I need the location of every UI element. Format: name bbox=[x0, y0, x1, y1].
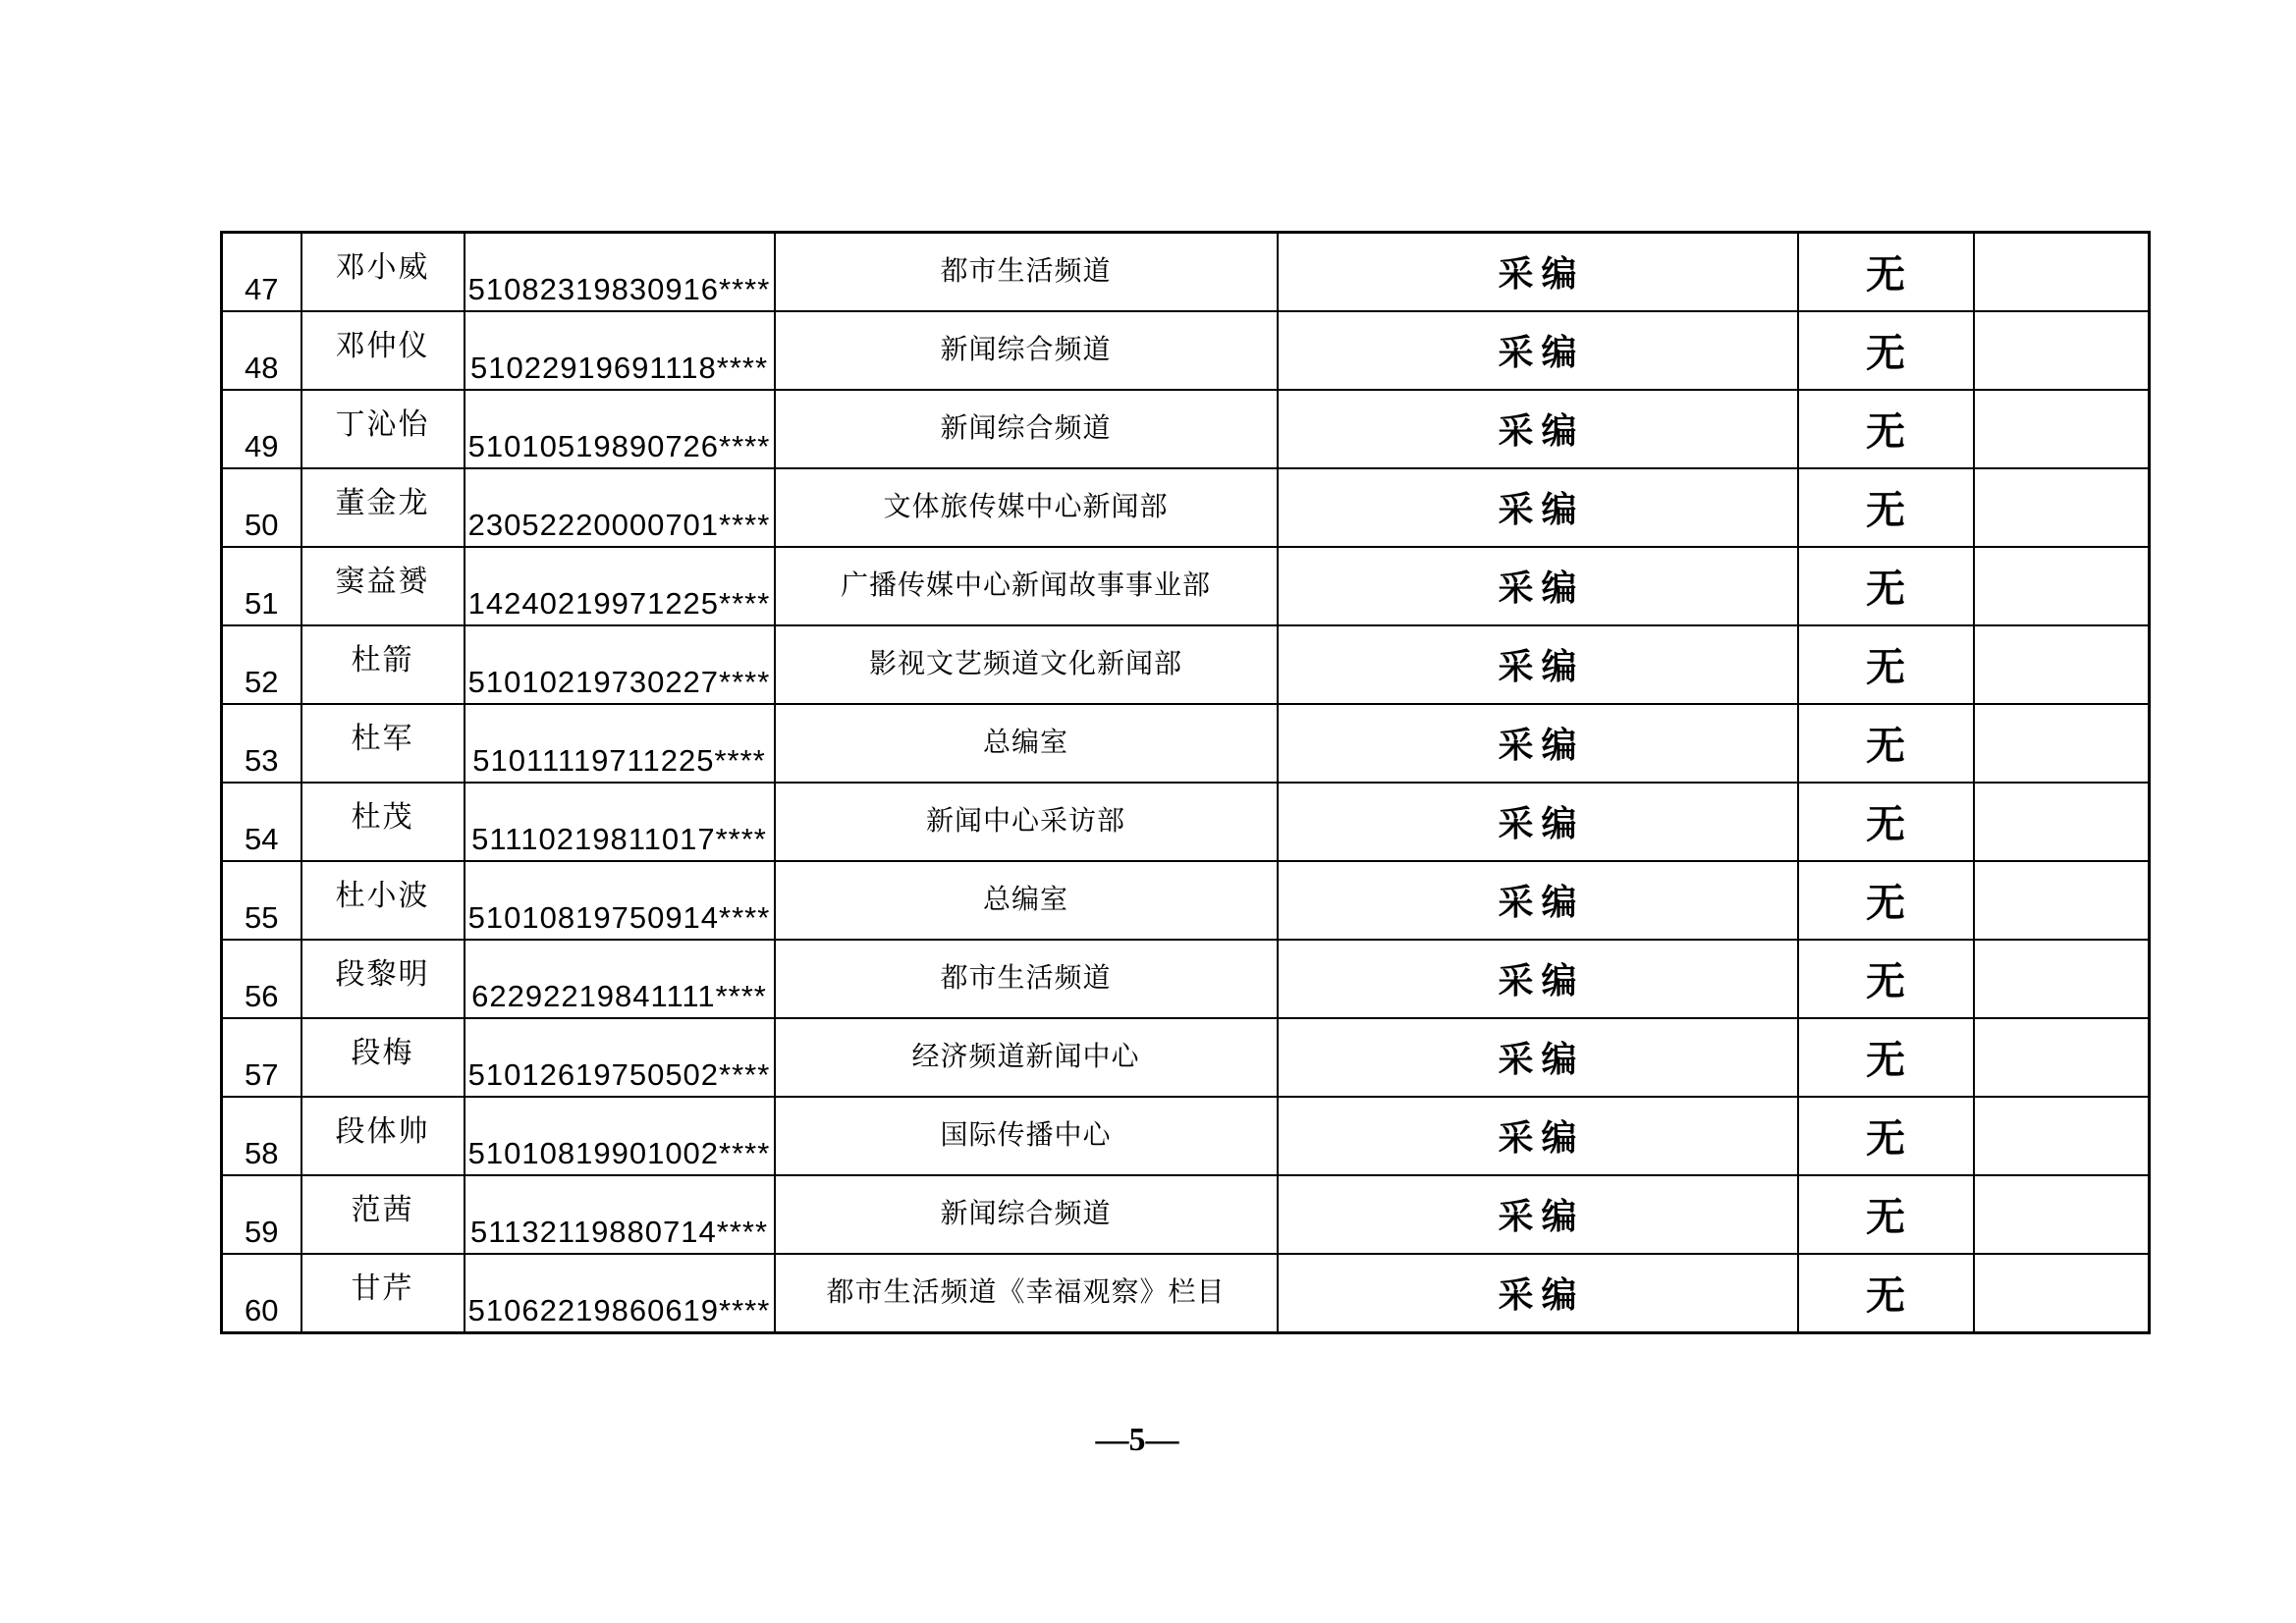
table-row bbox=[222, 1018, 2150, 1097]
row-number-cell bbox=[222, 1175, 301, 1254]
name-cell bbox=[301, 1175, 465, 1254]
note-cell bbox=[1974, 311, 2150, 390]
duty-cell-text: 采编 bbox=[1498, 1197, 1585, 1236]
status-cell bbox=[1798, 861, 1974, 940]
name-cell bbox=[301, 783, 465, 861]
id-number-cell bbox=[465, 233, 775, 312]
name-cell bbox=[301, 625, 465, 704]
note-cell bbox=[1974, 1254, 2150, 1333]
id-number-cell bbox=[465, 390, 775, 468]
table-row bbox=[222, 233, 2150, 312]
department-cell-text: 国际传播中心 bbox=[940, 1120, 1112, 1151]
row-number-cell bbox=[222, 1018, 301, 1097]
status-cell-text: 无 bbox=[1866, 1039, 1905, 1082]
duty-cell-text: 采编 bbox=[1498, 568, 1585, 608]
status-cell-text: 无 bbox=[1866, 410, 1905, 454]
note-cell bbox=[1974, 1097, 2150, 1175]
duty-cell-text: 采编 bbox=[1498, 647, 1585, 686]
note-cell bbox=[1974, 468, 2150, 547]
name-cell-text: 甘芹 bbox=[351, 1272, 414, 1305]
name-cell bbox=[301, 861, 465, 940]
status-cell-text: 无 bbox=[1866, 489, 1905, 532]
name-cell-text: 杜军 bbox=[351, 723, 414, 755]
department-cell-text: 都市生活频道 bbox=[940, 963, 1112, 994]
duty-cell-text: 采编 bbox=[1498, 883, 1585, 922]
duty-cell bbox=[1278, 1175, 1798, 1254]
name-cell bbox=[301, 233, 465, 312]
id-number-cell bbox=[465, 783, 775, 861]
id-number-cell bbox=[465, 704, 775, 783]
row-number-cell-text: 55 bbox=[245, 899, 279, 935]
id-number-cell-text: 23052220000701**** bbox=[467, 507, 771, 542]
table-row bbox=[222, 704, 2150, 783]
id-number-cell bbox=[465, 468, 775, 547]
duty-cell-text: 采编 bbox=[1498, 1275, 1585, 1315]
id-number-cell-text: 51132119880714**** bbox=[469, 1214, 769, 1249]
duty-cell bbox=[1278, 861, 1798, 940]
duty-cell-text: 采编 bbox=[1498, 490, 1585, 529]
status-cell bbox=[1798, 1097, 1974, 1175]
table-row bbox=[222, 625, 2150, 704]
status-cell-text: 无 bbox=[1866, 568, 1905, 611]
id-number-cell-text: 51010819901002**** bbox=[467, 1135, 771, 1170]
department-cell bbox=[775, 940, 1278, 1018]
status-cell bbox=[1798, 547, 1974, 625]
row-number-cell-text: 59 bbox=[245, 1214, 279, 1249]
department-cell-text: 总编室 bbox=[982, 728, 1068, 758]
row-number-cell bbox=[222, 1254, 301, 1333]
status-cell bbox=[1798, 390, 1974, 468]
duty-cell bbox=[1278, 1254, 1798, 1333]
row-number-cell bbox=[222, 625, 301, 704]
duty-cell bbox=[1278, 311, 1798, 390]
department-cell bbox=[775, 783, 1278, 861]
id-number-cell bbox=[465, 1097, 775, 1175]
row-number-cell bbox=[222, 311, 301, 390]
id-number-cell-text: 51062219860619**** bbox=[467, 1292, 771, 1327]
status-cell-text: 无 bbox=[1866, 882, 1905, 925]
duty-cell bbox=[1278, 1097, 1798, 1175]
note-cell bbox=[1974, 390, 2150, 468]
department-cell-text: 广播传媒中心新闻故事事业部 bbox=[840, 570, 1211, 601]
duty-cell-text: 采编 bbox=[1498, 1118, 1585, 1158]
id-number-cell-text: 51010219730227**** bbox=[467, 664, 771, 699]
table-row bbox=[222, 1175, 2150, 1254]
status-cell bbox=[1798, 940, 1974, 1018]
name-cell bbox=[301, 547, 465, 625]
note-cell bbox=[1974, 233, 2150, 312]
department-cell bbox=[775, 468, 1278, 547]
table-row bbox=[222, 940, 2150, 1018]
name-cell bbox=[301, 390, 465, 468]
row-number-cell bbox=[222, 390, 301, 468]
name-cell bbox=[301, 1097, 465, 1175]
department-cell bbox=[775, 1097, 1278, 1175]
row-number-cell-text: 53 bbox=[245, 742, 279, 778]
duty-cell bbox=[1278, 783, 1798, 861]
page-number: —5— bbox=[1095, 1422, 1179, 1458]
table-row bbox=[222, 783, 2150, 861]
name-cell-text: 杜茂 bbox=[351, 801, 414, 834]
name-cell-text: 邓仲仪 bbox=[335, 330, 430, 362]
department-cell bbox=[775, 1018, 1278, 1097]
row-number-cell bbox=[222, 861, 301, 940]
status-cell-text: 无 bbox=[1866, 960, 1905, 1003]
row-number-cell bbox=[222, 547, 301, 625]
row-number-cell bbox=[222, 940, 301, 1018]
name-cell-text: 邓小威 bbox=[335, 251, 430, 284]
note-cell bbox=[1974, 783, 2150, 861]
status-cell-text: 无 bbox=[1866, 1117, 1905, 1161]
id-number-cell bbox=[465, 1018, 775, 1097]
row-number-cell bbox=[222, 233, 301, 312]
status-cell bbox=[1798, 468, 1974, 547]
department-cell bbox=[775, 704, 1278, 783]
row-number-cell-text: 47 bbox=[245, 271, 279, 306]
duty-cell bbox=[1278, 468, 1798, 547]
status-cell bbox=[1798, 1254, 1974, 1333]
department-cell bbox=[775, 547, 1278, 625]
id-number-cell bbox=[465, 625, 775, 704]
name-cell bbox=[301, 468, 465, 547]
id-number-cell-text: 51012619750502**** bbox=[467, 1056, 771, 1092]
status-cell bbox=[1798, 1175, 1974, 1254]
table-row bbox=[222, 1254, 2150, 1333]
duty-cell bbox=[1278, 547, 1798, 625]
department-cell-text: 总编室 bbox=[982, 885, 1068, 915]
duty-cell-text: 采编 bbox=[1498, 961, 1585, 1001]
id-number-cell-text: 51010819750914**** bbox=[467, 899, 771, 935]
duty-cell bbox=[1278, 704, 1798, 783]
department-cell-text: 新闻综合频道 bbox=[940, 413, 1112, 444]
department-cell-text: 新闻综合频道 bbox=[940, 335, 1112, 365]
status-cell-text: 无 bbox=[1866, 646, 1905, 689]
status-cell bbox=[1798, 625, 1974, 704]
name-cell-text: 杜小波 bbox=[335, 880, 430, 912]
name-cell-text: 杜箭 bbox=[351, 644, 414, 676]
status-cell-text: 无 bbox=[1866, 803, 1905, 846]
row-number-cell-text: 57 bbox=[245, 1056, 279, 1092]
status-cell-text: 无 bbox=[1866, 725, 1905, 768]
id-number-cell-text: 62292219841111**** bbox=[471, 978, 767, 1013]
table-row bbox=[222, 861, 2150, 940]
department-cell bbox=[775, 311, 1278, 390]
table-row bbox=[222, 1097, 2150, 1175]
row-number-cell-text: 49 bbox=[245, 428, 279, 463]
status-cell-text: 无 bbox=[1866, 1274, 1905, 1318]
note-cell bbox=[1974, 861, 2150, 940]
name-cell bbox=[301, 940, 465, 1018]
status-cell bbox=[1798, 311, 1974, 390]
name-cell-text: 段黎明 bbox=[335, 958, 430, 991]
row-number-cell-text: 60 bbox=[245, 1292, 279, 1327]
row-number-cell-text: 54 bbox=[245, 821, 279, 856]
department-cell bbox=[775, 390, 1278, 468]
id-number-cell bbox=[465, 940, 775, 1018]
press-card-table-body bbox=[222, 233, 2150, 1333]
note-cell bbox=[1974, 1175, 2150, 1254]
duty-cell-text: 采编 bbox=[1498, 254, 1585, 294]
row-number-cell-text: 56 bbox=[245, 978, 279, 1013]
status-cell bbox=[1798, 233, 1974, 312]
name-cell bbox=[301, 1018, 465, 1097]
note-cell bbox=[1974, 1018, 2150, 1097]
name-cell-text: 范茜 bbox=[351, 1194, 414, 1226]
duty-cell-text: 采编 bbox=[1498, 1040, 1585, 1079]
id-number-cell bbox=[465, 1254, 775, 1333]
name-cell-text: 丁沁怡 bbox=[335, 408, 430, 441]
id-number-cell-text: 14240219971225**** bbox=[467, 585, 771, 621]
duty-cell-text: 采编 bbox=[1498, 726, 1585, 765]
status-cell-text: 无 bbox=[1866, 1196, 1905, 1239]
department-cell-text: 影视文艺频道文化新闻部 bbox=[868, 649, 1182, 679]
duty-cell bbox=[1278, 390, 1798, 468]
department-cell-text: 文体旅传媒中心新闻部 bbox=[883, 492, 1169, 522]
duty-cell bbox=[1278, 1018, 1798, 1097]
name-cell-text: 段梅 bbox=[351, 1037, 414, 1069]
department-cell-text: 经济频道新闻中心 bbox=[911, 1042, 1140, 1072]
id-number-cell bbox=[465, 1175, 775, 1254]
row-number-cell bbox=[222, 1097, 301, 1175]
id-number-cell-text: 51082319830916**** bbox=[467, 271, 771, 306]
status-cell-text: 无 bbox=[1866, 253, 1905, 297]
note-cell bbox=[1974, 547, 2150, 625]
row-number-cell-text: 50 bbox=[245, 507, 279, 542]
duty-cell bbox=[1278, 625, 1798, 704]
department-cell bbox=[775, 861, 1278, 940]
row-number-cell-text: 52 bbox=[245, 664, 279, 699]
status-cell bbox=[1798, 1018, 1974, 1097]
row-number-cell-text: 51 bbox=[245, 585, 279, 621]
status-cell bbox=[1798, 704, 1974, 783]
name-cell-text: 董金龙 bbox=[335, 487, 430, 519]
name-cell-text: 段体帅 bbox=[335, 1115, 430, 1148]
note-cell bbox=[1974, 940, 2150, 1018]
department-cell bbox=[775, 233, 1278, 312]
department-cell-text: 新闻中心采访部 bbox=[925, 806, 1125, 837]
duty-cell-text: 采编 bbox=[1498, 333, 1585, 372]
table-row bbox=[222, 390, 2150, 468]
status-cell-text: 无 bbox=[1866, 332, 1905, 375]
id-number-cell bbox=[465, 547, 775, 625]
name-cell bbox=[301, 1254, 465, 1333]
row-number-cell bbox=[222, 704, 301, 783]
name-cell bbox=[301, 704, 465, 783]
name-cell-text: 窦益赟 bbox=[335, 566, 430, 598]
row-number-cell bbox=[222, 468, 301, 547]
row-number-cell bbox=[222, 783, 301, 861]
duty-cell bbox=[1278, 940, 1798, 1018]
note-cell bbox=[1974, 625, 2150, 704]
note-cell bbox=[1974, 704, 2150, 783]
status-cell bbox=[1798, 783, 1974, 861]
id-number-cell-text: 51110219811017**** bbox=[471, 821, 767, 856]
id-number-cell-text: 51011119711225**** bbox=[472, 742, 766, 778]
department-cell-text: 都市生活频道 bbox=[940, 256, 1112, 287]
table-row bbox=[222, 468, 2150, 547]
id-number-cell-text: 51022919691118**** bbox=[469, 350, 769, 385]
department-cell bbox=[775, 625, 1278, 704]
id-number-cell bbox=[465, 861, 775, 940]
row-number-cell-text: 48 bbox=[245, 350, 279, 385]
duty-cell-text: 采编 bbox=[1498, 411, 1585, 451]
press-card-table bbox=[220, 231, 2151, 1334]
department-cell-text: 新闻综合频道 bbox=[940, 1199, 1112, 1229]
id-number-cell-text: 51010519890726**** bbox=[467, 428, 771, 463]
department-cell-text: 都市生活频道《幸福观察》栏目 bbox=[826, 1277, 1226, 1308]
table-row bbox=[222, 311, 2150, 390]
department-cell bbox=[775, 1175, 1278, 1254]
duty-cell bbox=[1278, 233, 1798, 312]
id-number-cell bbox=[465, 311, 775, 390]
name-cell bbox=[301, 311, 465, 390]
department-cell bbox=[775, 1254, 1278, 1333]
row-number-cell-text: 58 bbox=[245, 1135, 279, 1170]
duty-cell-text: 采编 bbox=[1498, 804, 1585, 843]
table-row bbox=[222, 547, 2150, 625]
